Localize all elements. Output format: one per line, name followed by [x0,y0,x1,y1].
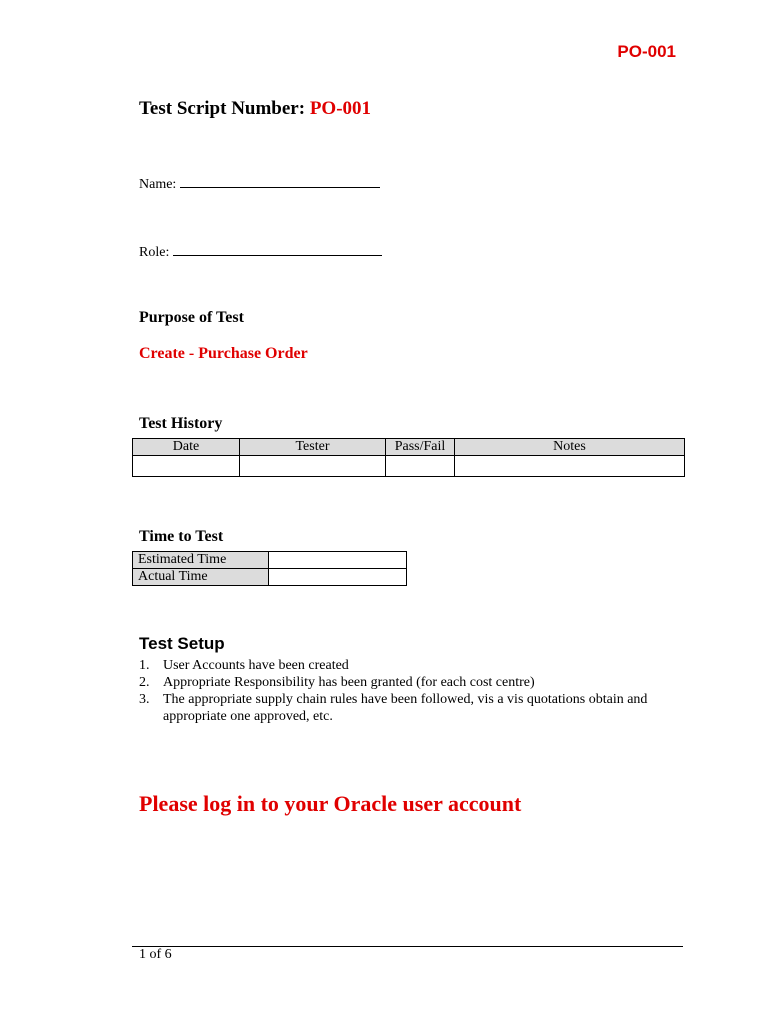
setup-list [139,657,684,725]
history-col-passfail: Pass/Fail [386,439,455,456]
name-field [139,175,380,193]
timing-label-actual: Actual Time [133,569,269,586]
script-title-label: Test Script Number: [139,98,306,119]
timing-value-actual [269,569,407,586]
role-field [139,243,382,261]
setup-heading: Test Setup [139,634,225,653]
history-col-notes: Notes [455,439,685,456]
history-cell-notes [455,456,685,477]
list-item-text: User Accounts have been created [163,658,349,673]
script-title [139,98,371,120]
list-item [139,674,684,691]
history-col-tester: Tester [240,439,386,456]
timing-row-estimated [133,552,407,569]
history-table [132,438,685,477]
history-cell-tester [240,456,386,477]
list-item-text: The appropriate supply chain rules have been followed, vis a vis quotations obtain and appropriate one approved, etc. [163,692,648,724]
script-title-code: PO-001 [309,98,372,119]
list-item-text: Appropriate Responsibility has been granted (for each cost centre) [163,675,535,690]
timing-value-estimated [269,552,407,569]
role-blank-line [173,243,382,256]
role-label: Role: [139,245,170,260]
history-header-row [133,439,685,456]
timing-heading: Time to Test [139,528,224,545]
purpose-value: Create - Purchase Order [139,345,308,362]
document-code: PO-001 [617,42,676,61]
footer-divider [132,946,683,947]
list-item-number: 3. [139,692,150,707]
name-blank-line [180,175,380,188]
list-item-number: 1. [139,658,150,673]
list-item [139,657,684,674]
login-message: Please log in to your Oracle user account [139,791,522,816]
history-col-date: Date [133,439,240,456]
timing-table [132,551,407,586]
history-cell-date [133,456,240,477]
page-number: 1 of 6 [139,947,172,962]
list-item [139,691,684,725]
timing-label-estimated: Estimated Time [133,552,269,569]
history-heading: Test History [139,415,223,432]
list-item-number: 2. [139,675,150,690]
history-cell-passfail [386,456,455,477]
name-label: Name: [139,177,177,192]
history-empty-row [133,456,685,477]
purpose-heading: Purpose of Test [139,309,244,326]
timing-row-actual [133,569,407,586]
